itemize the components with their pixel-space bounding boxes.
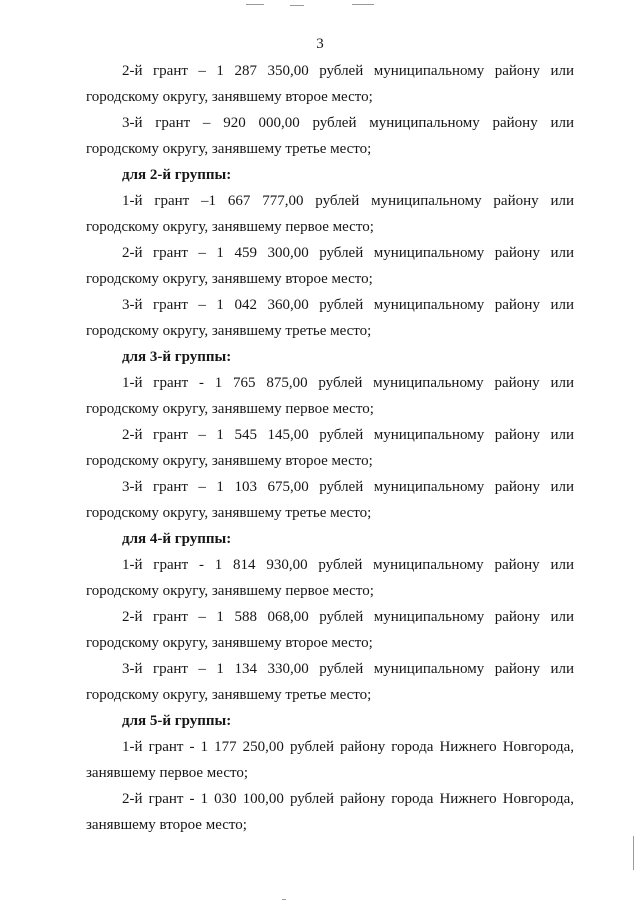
- scan-artifact-top-left: [246, 4, 264, 5]
- grant-line-continuation: городскому округу, занявшему третье место;: [86, 505, 372, 521]
- grant-line: 3-й грант – 920 000,00 рублей муниципальному району или: [122, 115, 574, 131]
- scan-artifact-top-right: [352, 4, 374, 5]
- grant-paragraph-g2-2: [86, 240, 574, 292]
- grant-line: 2-й грант - 1 030 100,00 рублей району города Нижнего Новгорода,: [122, 791, 574, 807]
- grant-paragraph-g3-1: [86, 370, 574, 422]
- grant-line-continuation: городскому округу, занявшему первое место;: [86, 401, 374, 417]
- grant-paragraph-g4-2: [86, 604, 574, 656]
- grant-line: 2-й грант – 1 588 068,00 рублей муниципальному району или: [122, 609, 574, 625]
- scan-artifact-top-mid: [290, 5, 304, 6]
- grant-paragraph-g2-1: [86, 188, 574, 240]
- grant-paragraph-g2-3: [86, 292, 574, 344]
- grant-line-continuation: городскому округу, занявшему третье место;: [86, 323, 372, 339]
- grant-paragraph-g4-3: [86, 656, 574, 708]
- group-3-heading: для 3-й группы:: [122, 349, 232, 365]
- page-number: 3: [316, 36, 324, 52]
- grant-line-continuation: городскому округу, занявшему третье место;: [86, 687, 372, 703]
- grant-line: 2-й грант – 1 459 300,00 рублей муниципальному району или: [122, 245, 574, 261]
- grant-line-continuation: занявшему второе место;: [86, 817, 247, 833]
- grant-line: 3-й грант – 1 103 675,00 рублей муниципальному району или: [122, 479, 574, 495]
- grant-line-continuation: городскому округу, занявшему второе место;: [86, 453, 373, 469]
- grant-line-continuation: городскому округу, занявшему второе место;: [86, 271, 373, 287]
- grant-line: 1-й грант –1 667 777,00 рублей муниципальному району или: [122, 193, 574, 209]
- scan-artifact-bottom: [282, 899, 286, 900]
- grant-line: 1-й грант - 1 814 930,00 рублей муниципальному району или: [122, 557, 574, 573]
- grant-paragraph-g4-1: [86, 552, 574, 604]
- grant-line: 3-й грант – 1 042 360,00 рублей муниципальному району или: [122, 297, 574, 313]
- grant-paragraph-g3-2: [86, 422, 574, 474]
- grant-line: 2-й грант – 1 287 350,00 рублей муниципальному району или: [122, 63, 574, 79]
- grant-line-continuation: городскому округу, занявшему третье место;: [86, 141, 372, 157]
- grant-line: 1-й грант - 1 177 250,00 рублей району города Нижнего Новгорода,: [122, 739, 574, 755]
- grant-line: 3-й грант – 1 134 330,00 рублей муниципальному району или: [122, 661, 574, 677]
- grant-paragraph-g1-2: [86, 58, 574, 110]
- group-5-heading: для 5-й группы:: [122, 713, 232, 729]
- group-4-heading: для 4-й группы:: [122, 531, 232, 547]
- scan-artifact-right-edge: [633, 836, 634, 870]
- grant-paragraph-g5-2: [86, 786, 574, 838]
- grant-paragraph-g5-1: [86, 734, 574, 786]
- grant-line: 2-й грант – 1 545 145,00 рублей муниципальному району или: [122, 427, 574, 443]
- grant-line-continuation: занявшему первое место;: [86, 765, 249, 781]
- group-2-heading: для 2-й группы:: [122, 167, 232, 183]
- grant-line-continuation: городскому округу, занявшему первое место;: [86, 583, 374, 599]
- grant-line: 1-й грант - 1 765 875,00 рублей муниципальному району или: [122, 375, 574, 391]
- grant-paragraph-g3-3: [86, 474, 574, 526]
- grant-line-continuation: городскому округу, занявшему первое место;: [86, 219, 374, 235]
- grant-line-continuation: городскому округу, занявшему второе место;: [86, 89, 373, 105]
- grant-line-continuation: городскому округу, занявшему второе место;: [86, 635, 373, 651]
- grant-paragraph-g1-3: [86, 110, 574, 162]
